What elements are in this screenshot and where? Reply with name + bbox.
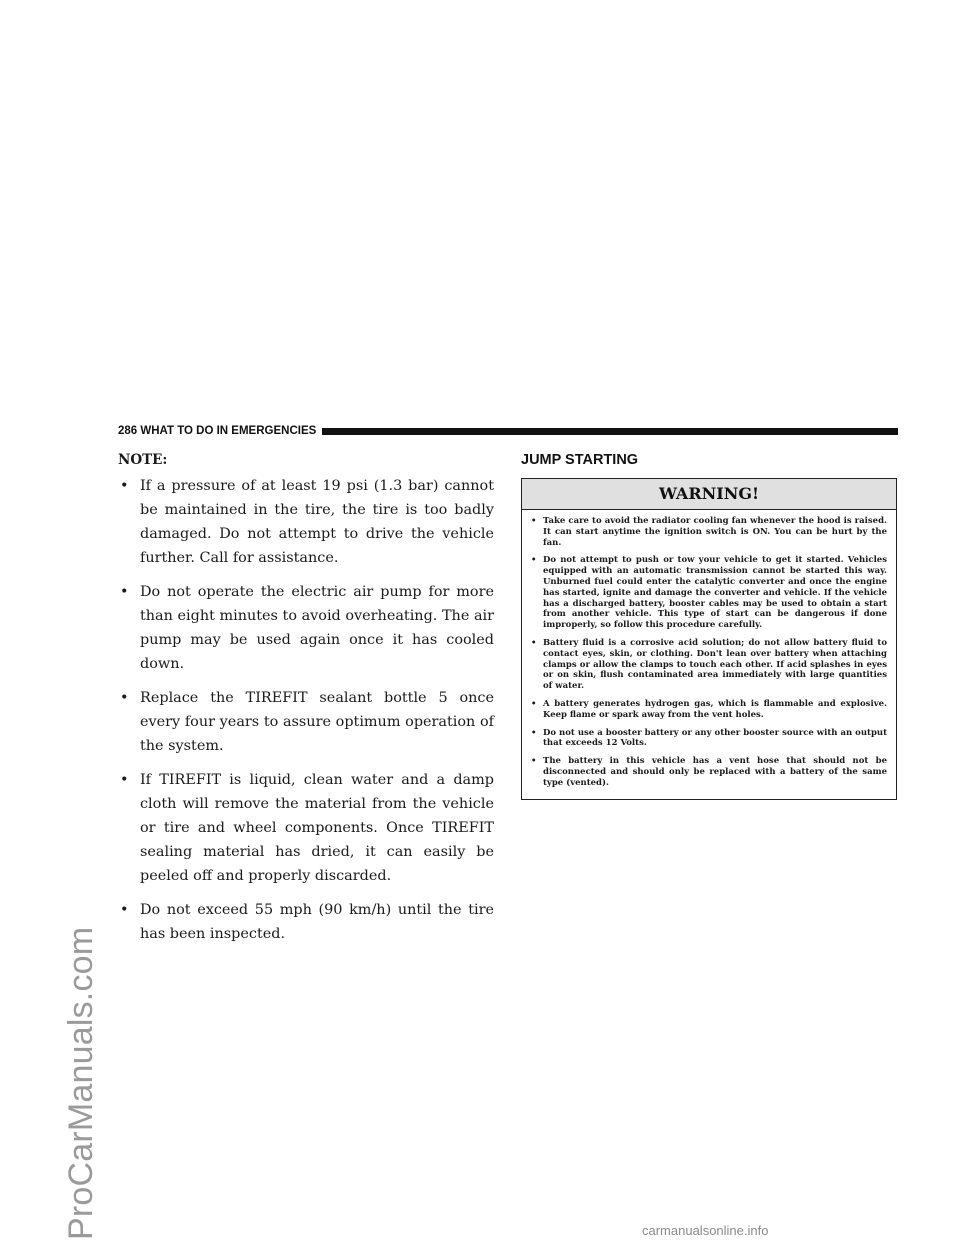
warning-item-text: Do not attempt to push or tow your vehicle to get it started. Vehicles equipped with an automatic transmission cannot be started this way. Unburned fuel could enter the catalytic converter and once the engine has started, ignite and damage the converter and vehicle. If the vehicle has a discharged battery, booster cables may be used to obtain a start from another vehicle. This type of start can be dangerous if done improperly, so follow this procedure carefully. xyxy=(543,555,887,631)
note-item xyxy=(118,474,494,570)
warning-item-text: A battery generates hydrogen gas, which is flammable and explosive. Keep flame or spark away from the vent holes. xyxy=(543,698,887,720)
warning-item xyxy=(531,756,887,788)
bullet-icon: • xyxy=(531,555,537,566)
section-title: JUMP STARTING xyxy=(521,452,639,468)
bullet-icon: • xyxy=(120,902,129,918)
page-number-section-title: 286 WHAT TO DO IN EMERGENCIES xyxy=(118,425,317,437)
jump-starting-section xyxy=(521,452,898,800)
bullet-icon: • xyxy=(120,690,129,706)
warning-title: WARNING! xyxy=(522,479,896,510)
note-item-text: Do not operate the electric air pump for more than eight minutes to avoid overheating. The air pump may be used again once it has cooled down. xyxy=(140,584,494,672)
warning-item xyxy=(531,699,887,721)
bullet-icon: • xyxy=(531,727,537,738)
side-watermark: ProCarManuals.com xyxy=(62,926,100,1240)
note-item xyxy=(118,580,494,676)
warning-list xyxy=(522,510,896,799)
warning-item xyxy=(531,638,887,692)
warning-item-text: The battery in this vehicle has a vent hose that should not be disconnected and should only be replaced with a battery of the same type (vented). xyxy=(543,756,887,788)
bullet-icon: • xyxy=(531,516,537,526)
note-item xyxy=(118,768,494,888)
note-label: NOTE: xyxy=(118,452,168,468)
note-item-text: If a pressure of at least 19 psi (1.3 bar) cannot be maintained in the tire, the tire is too badly damaged. Do not attempt to drive the vehicle further. Call for assistance. xyxy=(140,478,494,566)
note-section xyxy=(118,452,494,956)
page-header xyxy=(118,424,898,438)
bullet-icon: • xyxy=(120,772,129,788)
note-item-text: Do not exceed 55 mph (90 km/h) until the tire has been inspected. xyxy=(140,902,494,942)
warning-box xyxy=(521,478,897,800)
note-item-text: Replace the TIREFIT sealant bottle 5 once every four years to assure optimum operation of the system. xyxy=(140,690,494,754)
bullet-icon: • xyxy=(120,584,129,600)
warning-item-text: Do not use a booster battery or any other booster source with an output that exceeds 12 Volts. xyxy=(543,727,887,749)
warning-item xyxy=(531,555,887,631)
bullet-icon: • xyxy=(120,478,129,494)
note-list xyxy=(118,474,494,946)
bullet-icon: • xyxy=(531,637,537,648)
warning-item-text: Take care to avoid the radiator cooling fan whenever the hood is raised. It can start anytime the ignition switch is ON. You can be hurt by the fan. xyxy=(543,516,887,548)
note-item xyxy=(118,898,494,946)
warning-item-text: Battery fluid is a corrosive acid solution; do not allow battery fluid to contact eyes, skin, or clothing. Don't lean over battery when attaching clamps or allow the clamps to touch each other. If acid splashes in eyes or on skin, flush contaminated area immediately with large quantities of water. xyxy=(543,637,887,692)
bullet-icon: • xyxy=(531,756,537,767)
note-item xyxy=(118,686,494,758)
bullet-icon: • xyxy=(531,698,537,709)
bottom-watermark: carmanualsonline.info xyxy=(642,1223,769,1238)
warning-item xyxy=(531,516,887,548)
header-rule xyxy=(322,428,898,435)
warning-item xyxy=(531,728,887,750)
note-item-text: If TIREFIT is liquid, clean water and a damp cloth will remove the material from the vehicle or tire and wheel components. Once TIREFIT sealing material has dried, it can easily be peeled off and properly discarded. xyxy=(140,772,494,884)
